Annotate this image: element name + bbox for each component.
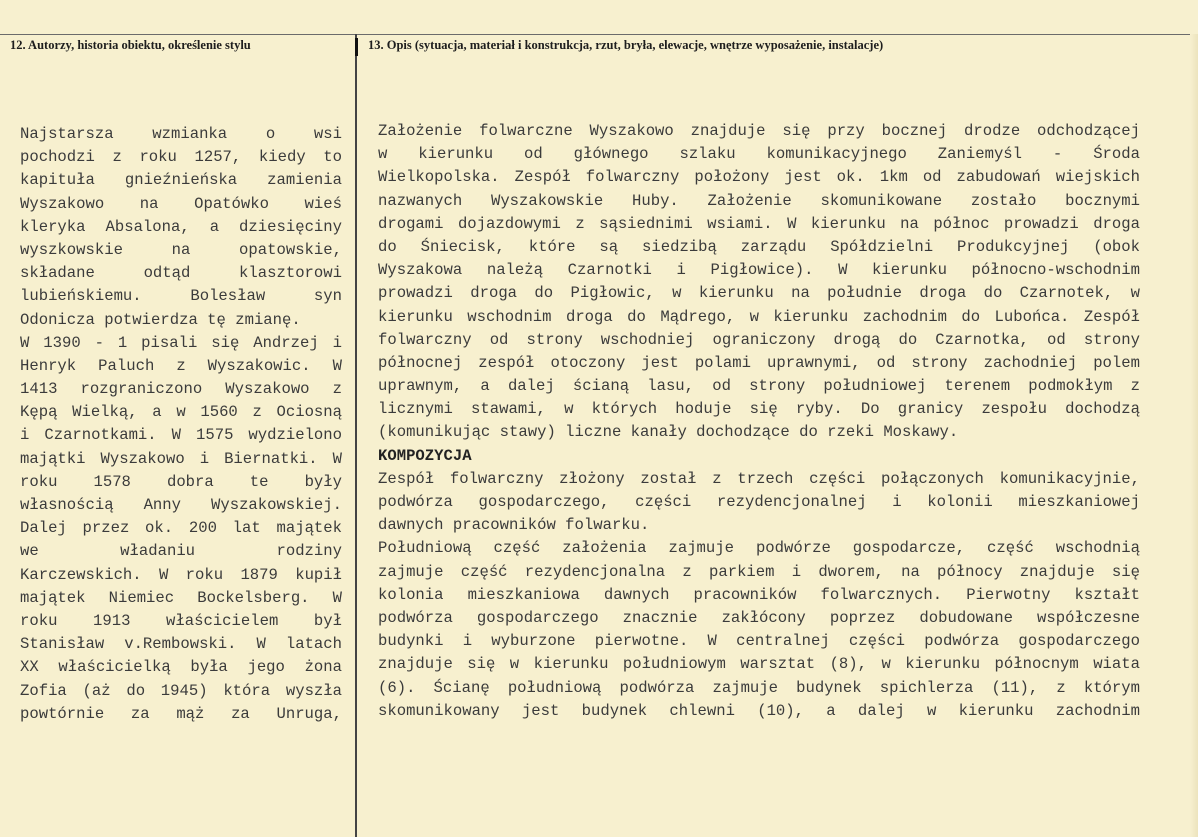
history-text-line: we władaniu rodziny xyxy=(20,542,342,561)
section-13-header: 13. Opis (sytuacja, materiał i konstrukcja, rzut, bryła, elewacje, wnętrze wyposażenie, instalacje) xyxy=(368,38,884,52)
section-heading-kompozycja: KOMPOZYCJA xyxy=(378,446,472,465)
history-text-line: kleryka Absalona, a dziesięciny xyxy=(20,217,342,236)
description-text-line: prowadzi droga do Pigłowic, w kierunku na południe droga do Czarnotek, w xyxy=(378,284,1140,303)
history-text-line: Wyszakowo na Opatówko wieś xyxy=(20,194,342,213)
description-text-line: zajmuje część rezydencjonalna z parkiem i dworem, na północy znajduje się xyxy=(378,562,1140,581)
column-divider-mark xyxy=(355,38,358,56)
description-text-line: budynki i wyburzone pierwotne. W centralnej części podwórza gospodarczego xyxy=(378,632,1140,651)
description-text-line: podwórza gospodarczego znacznie zakłócony poprzez dobudowane współczesne xyxy=(378,608,1140,627)
description-text-line: (6). Ścianę południową podwórza zajmuje budynek spichlerza (11), z którym xyxy=(378,678,1140,697)
description-text-line: skomunikowany jest budynek chlewni (10), a dalej w kierunku zachodnim xyxy=(378,701,1140,720)
description-text-line: w kierunku od głównego szlaku komunikacyjnego Zaniemyśl - Środa xyxy=(378,145,1140,164)
history-text-line: Stanisław v.Rembowski. W latach xyxy=(20,635,342,654)
description-text-line: drogami dojazdowymi z sąsiednimi wsiami. W kierunku na północ prowadzi droga xyxy=(378,214,1140,233)
section-12-header: 12. Autorzy, historia obiektu, określenie stylu xyxy=(10,38,251,52)
description-text-line: nazwanych Wyszakowskie Huby. Założenie skomunikowane zostało bocznymi xyxy=(378,191,1140,210)
history-text-line: wyszkowskie na opatowskie, xyxy=(20,240,342,259)
history-text-line: Najstarsza wzmianka o wsi xyxy=(20,125,342,143)
history-text-line: majątek Niemiec Bockelsberg. W xyxy=(20,588,342,607)
history-text-line: 1413 rozgraniczono Wyszakowo z xyxy=(20,380,342,399)
form-top-rule xyxy=(0,34,1198,35)
history-text-line: składane odtąd klasztorowi xyxy=(20,264,342,283)
history-text-line: Odonicza potwierdza tę zmianę. xyxy=(20,310,301,329)
history-text-line: roku 1578 dobra te były xyxy=(20,472,342,491)
description-text-line: uprawnym, a dalej ścianą lasu, od strony południowej terenem podmokłym z xyxy=(378,377,1140,396)
description-text-line: północnej zespół otoczony jest polami uprawnymi, od strony zachodniej polem xyxy=(378,353,1140,372)
description-text-column xyxy=(378,120,1140,723)
history-text-line: własnością Anny Wyszakowskiej. xyxy=(20,496,342,514)
description-text-line: folwarczny od strony wschodniej ograniczony drogą do Czarnotka, od strony xyxy=(378,330,1140,349)
history-text-line: pochodzi z roku 1257, kiedy to xyxy=(20,148,342,167)
description-text-line: znajduje się w kierunku południowym warsztat (8), w kierunku północnym wiata xyxy=(378,655,1140,674)
history-text-line: Zofia (aż do 1945) która wyszła xyxy=(20,681,342,700)
page-edge xyxy=(1190,34,1198,837)
description-text-line: Założenie folwarczne Wyszakowo znajduje się przy bocznej drodze odchodzącej xyxy=(378,122,1140,140)
description-text-line: Wielkopolska. Zespół folwarczny położony jest ok. 1km od zabudowań wiejskich xyxy=(378,168,1140,187)
description-text-line: do Śniecisk, które są siedzibą zarządu Spółdzielni Produkcyjnej (obok xyxy=(378,237,1140,256)
history-text-line: lubieńskiemu. Bolesław syn xyxy=(20,287,342,306)
history-text-line: Karczewskich. W roku 1879 kupił xyxy=(20,565,342,584)
history-text-line: powtórnie za mąż za Unruga, xyxy=(20,704,342,723)
description-text-line: kolonia mieszkaniowa dawnych pracowników folwarcznych. Pierwotny kształt xyxy=(378,585,1140,604)
history-text-line: i Czarnotkami. W 1575 wydzielono xyxy=(20,426,342,445)
column-divider xyxy=(355,34,357,837)
history-text-line: W 1390 - 1 pisali się Andrzej i xyxy=(20,333,342,352)
history-text-line: XX właścicielką była jego żona xyxy=(20,658,342,677)
description-text-line: Południową część założenia zajmuje podwórze gospodarcze, część wschodnią xyxy=(378,539,1140,558)
history-text-column xyxy=(20,123,342,726)
description-text-line: Wyszakowa należą Czarnotki i Pigłowice). W kierunku północno-wschodnim xyxy=(378,261,1140,280)
history-text-line: majątki Wyszakowo i Biernatki. W xyxy=(20,449,342,468)
description-text-line: dawnych pracowników folwarku. xyxy=(378,516,650,535)
description-text-line: licznymi stawami, w których hoduje się ryby. Do granicy zespołu dochodzą xyxy=(378,400,1140,419)
history-text-line: Dalej przez ok. 200 lat majątek xyxy=(20,519,342,538)
description-text-line: kierunku wschodnim droga do Mądrego, w kierunku zachodnim do Lubońca. Zespół xyxy=(378,307,1140,326)
description-text-line: Zespół folwarczny złożony został z trzech części połączonych komunikacyjnie, xyxy=(378,469,1140,488)
history-text-line: Kępą Wielką, a w 1560 z Ociosną xyxy=(20,403,342,422)
history-text-line: Henryk Paluch z Wyszakowic. W xyxy=(20,356,342,375)
history-text-line: roku 1913 właścicielem był xyxy=(20,611,342,630)
description-text-line: (komunikując stawy) liczne kanały dochodzące do rzeki Moskawy. xyxy=(378,423,959,442)
description-text-line: podwórza gospodarczego, części rezydencjonalnej i kolonii mieszkaniowej xyxy=(378,493,1140,511)
history-text-line: kapituła gnieźnieńska zamienia xyxy=(20,171,342,190)
